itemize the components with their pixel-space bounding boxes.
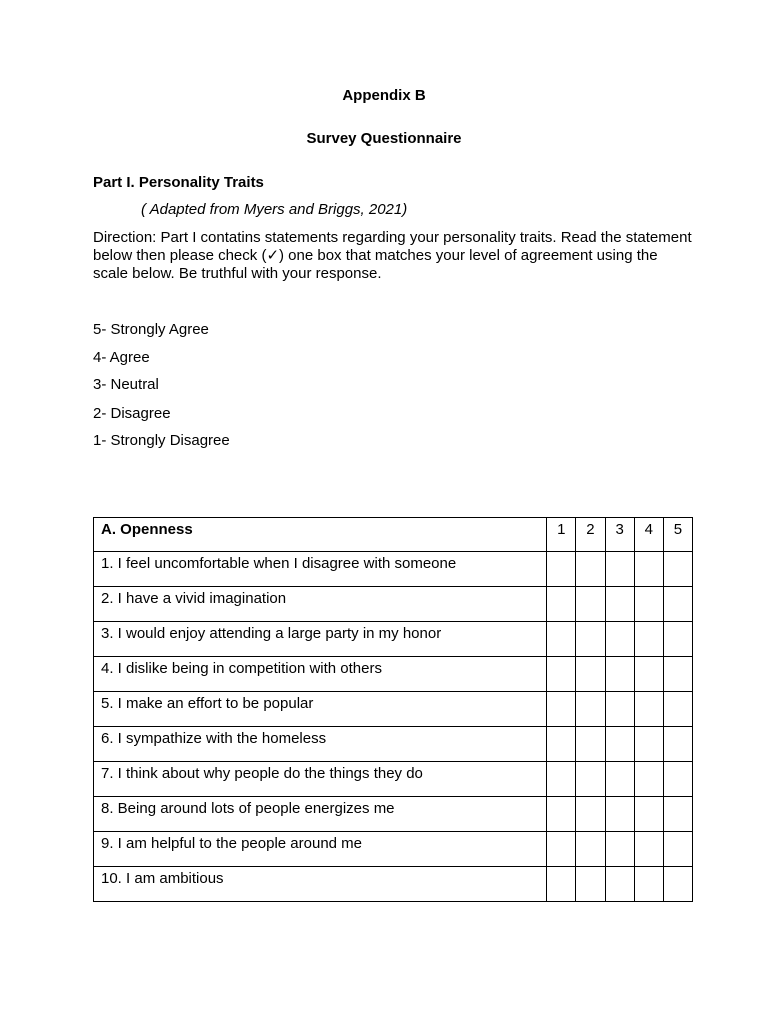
survey-title: Survey Questionnaire	[306, 130, 462, 147]
statement: 10. I am ambitious	[94, 867, 547, 902]
rating-box-4[interactable]	[634, 587, 663, 622]
scale-item-4: 4- Agree	[93, 349, 150, 366]
statement: 1. I feel uncomfortable when I disagree with someone	[94, 552, 547, 587]
statement: 8. Being around lots of people energizes me	[94, 797, 547, 832]
rating-box-3[interactable]	[605, 587, 634, 622]
statement: 7. I think about why people do the things they do	[94, 762, 547, 797]
source-note: ( Adapted from Myers and Briggs, 2021)	[141, 201, 408, 218]
rating-box-4[interactable]	[634, 867, 663, 902]
rating-box-2[interactable]	[576, 867, 605, 902]
table-row	[94, 622, 693, 657]
rating-box-2[interactable]	[576, 797, 605, 832]
rating-box-5[interactable]	[663, 692, 692, 727]
section-heading: A. Openness	[94, 518, 547, 552]
rating-box-3[interactable]	[605, 867, 634, 902]
rating-box-4[interactable]	[634, 622, 663, 657]
scale-item-3: 3- Neutral	[93, 376, 159, 393]
column-header-4: 4	[634, 518, 663, 552]
table-row	[94, 657, 693, 692]
rating-box-1[interactable]	[547, 832, 576, 867]
table-row	[94, 797, 693, 832]
rating-box-3[interactable]	[605, 552, 634, 587]
rating-box-4[interactable]	[634, 692, 663, 727]
scale-item-1: 1- Strongly Disagree	[93, 432, 230, 449]
rating-box-5[interactable]	[663, 832, 692, 867]
rating-box-2[interactable]	[576, 587, 605, 622]
rating-box-5[interactable]	[663, 727, 692, 762]
statement: 5. I make an effort to be popular	[94, 692, 547, 727]
rating-box-1[interactable]	[547, 867, 576, 902]
rating-box-1[interactable]	[547, 797, 576, 832]
rating-box-4[interactable]	[634, 727, 663, 762]
rating-box-3[interactable]	[605, 832, 634, 867]
column-header-1: 1	[547, 518, 576, 552]
table-row	[94, 692, 693, 727]
statement: 9. I am helpful to the people around me	[94, 832, 547, 867]
rating-box-2[interactable]	[576, 657, 605, 692]
table-row	[94, 727, 693, 762]
rating-box-4[interactable]	[634, 552, 663, 587]
rating-box-4[interactable]	[634, 762, 663, 797]
rating-box-1[interactable]	[547, 762, 576, 797]
rating-box-1[interactable]	[547, 552, 576, 587]
rating-box-2[interactable]	[576, 832, 605, 867]
statement: 3. I would enjoy attending a large party in my honor	[94, 622, 547, 657]
table-header-row	[94, 518, 693, 552]
rating-box-5[interactable]	[663, 867, 692, 902]
rating-box-3[interactable]	[605, 622, 634, 657]
rating-box-4[interactable]	[634, 797, 663, 832]
rating-box-5[interactable]	[663, 657, 692, 692]
column-header-2: 2	[576, 518, 605, 552]
column-header-5: 5	[663, 518, 692, 552]
rating-box-4[interactable]	[634, 657, 663, 692]
part-title: Part I. Personality Traits	[93, 174, 264, 191]
statement: 6. I sympathize with the homeless	[94, 727, 547, 762]
rating-box-1[interactable]	[547, 692, 576, 727]
rating-box-1[interactable]	[547, 622, 576, 657]
rating-box-5[interactable]	[663, 552, 692, 587]
direction-text: Direction: Part I contatins statements regarding your personality traits. Read the statement below then please check (✓) one box that matches your level of agreement using the scale below. Be truthful with your response.	[93, 229, 692, 282]
rating-box-2[interactable]	[576, 762, 605, 797]
survey-table	[93, 517, 693, 902]
rating-box-3[interactable]	[605, 727, 634, 762]
rating-box-5[interactable]	[663, 797, 692, 832]
table-row	[94, 762, 693, 797]
rating-box-5[interactable]	[663, 762, 692, 797]
rating-box-3[interactable]	[605, 692, 634, 727]
rating-box-1[interactable]	[547, 727, 576, 762]
rating-box-4[interactable]	[634, 832, 663, 867]
table-row	[94, 832, 693, 867]
table-row	[94, 867, 693, 902]
rating-box-3[interactable]	[605, 657, 634, 692]
statement: 2. I have a vivid imagination	[94, 587, 547, 622]
rating-box-2[interactable]	[576, 622, 605, 657]
rating-box-2[interactable]	[576, 727, 605, 762]
rating-box-3[interactable]	[605, 797, 634, 832]
scale-item-5: 5- Strongly Agree	[93, 321, 209, 338]
table-row	[94, 552, 693, 587]
rating-box-1[interactable]	[547, 657, 576, 692]
rating-box-5[interactable]	[663, 587, 692, 622]
rating-box-2[interactable]	[576, 692, 605, 727]
statement: 4. I dislike being in competition with others	[94, 657, 547, 692]
column-header-3: 3	[605, 518, 634, 552]
scale-item-2: 2- Disagree	[93, 405, 171, 422]
rating-box-3[interactable]	[605, 762, 634, 797]
rating-box-1[interactable]	[547, 587, 576, 622]
rating-box-5[interactable]	[663, 622, 692, 657]
appendix-title: Appendix B	[342, 87, 426, 104]
table-row	[94, 587, 693, 622]
rating-box-2[interactable]	[576, 552, 605, 587]
